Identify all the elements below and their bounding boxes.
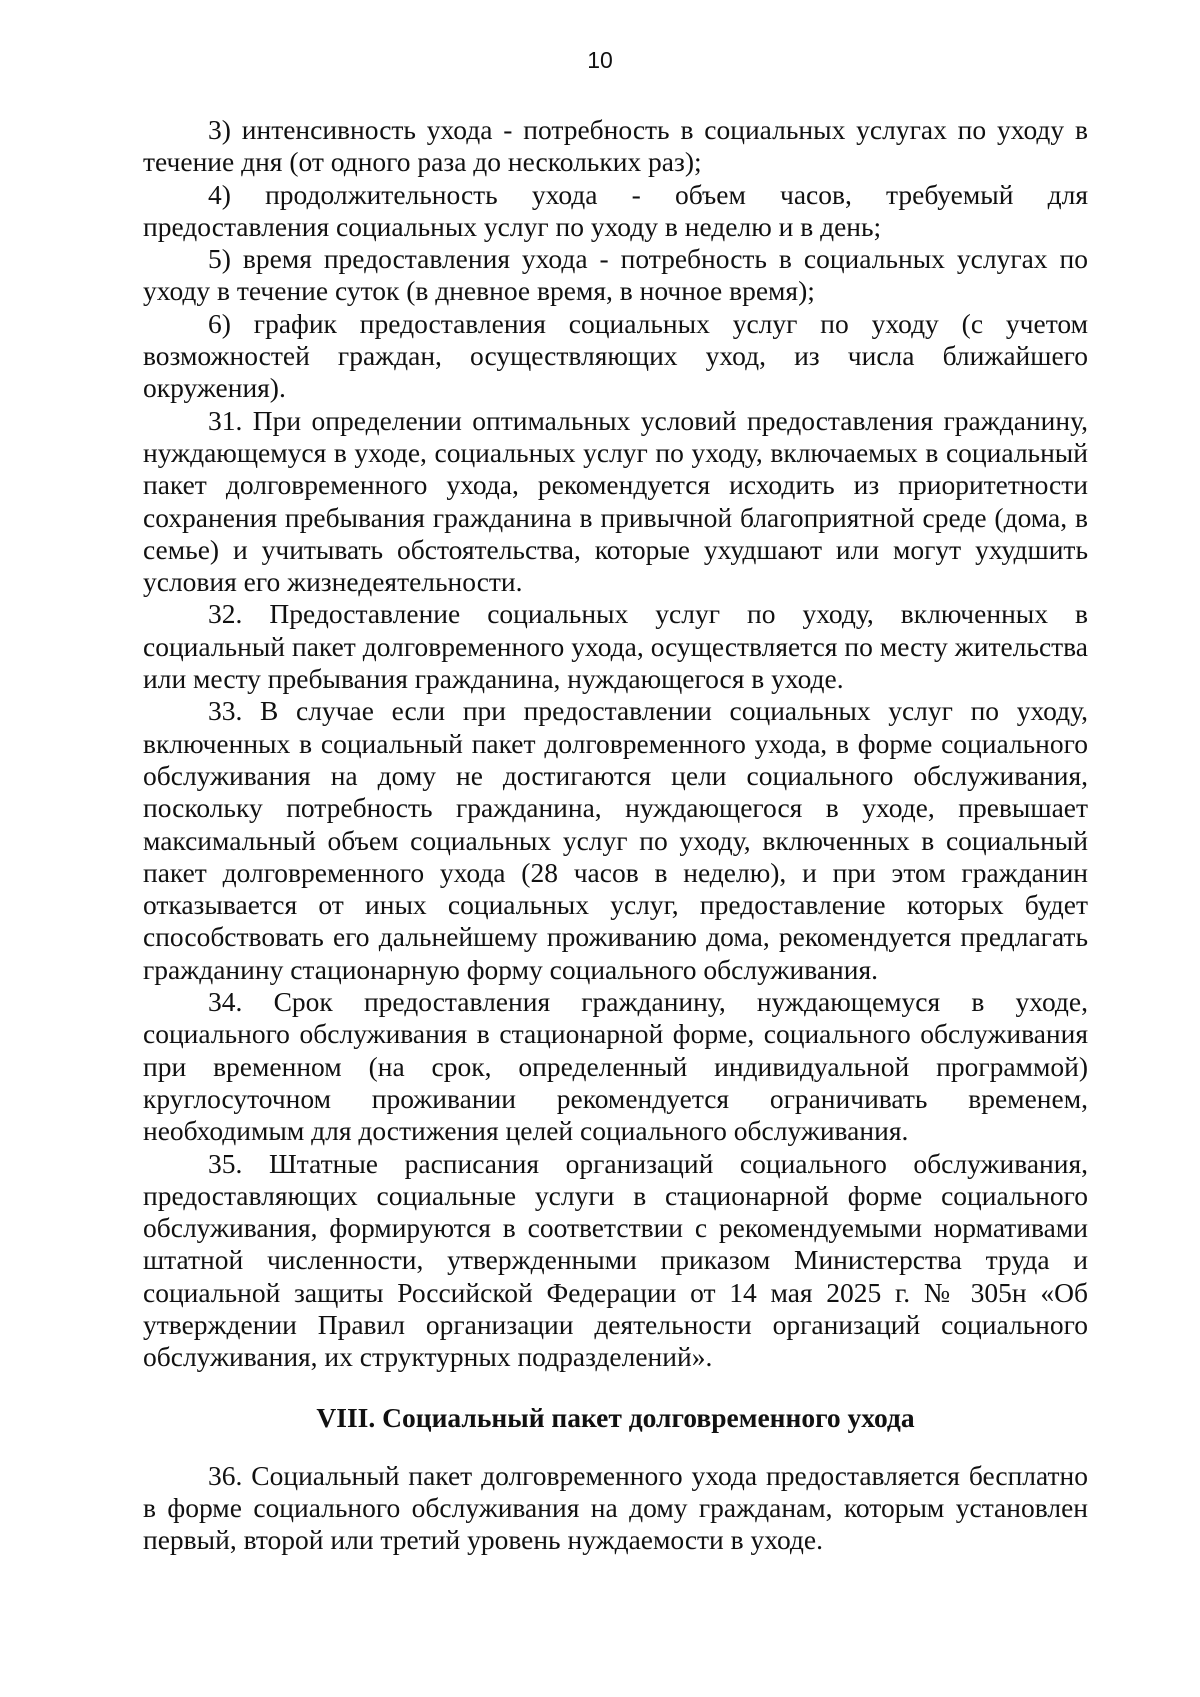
paragraph-item-5: 5) время предоставления ухода - потребность в социальных услугах по уходу в течение суток (в дневное время, в ночное время);: [143, 243, 1088, 307]
paragraph-item-4: 4) продолжительность ухода - объем часов, требуемый для предоставления социальных услуг по уходу в неделю и в день;: [143, 178, 1088, 242]
paragraph-35: 35. Штатные расписания организаций социального обслуживания, предоставляющих социальные услуги в стационарной форме социального обслуживания, формируются в соответствии с рекомендуемыми нормативами штатной численности, утвержденными приказом Министерства труда и социальной защиты Российской Федерации от 14 мая 2025 г. № 305н «Об утверждении Правил организации деятельности организаций социального обслуживания, их структурных подразделений».: [143, 1147, 1088, 1373]
paragraph-33: 33. В случае если при предоставлении социальных услуг по уходу, включенных в социальный пакет долговременного ухода, в форме социального обслуживания на дому не достигаются цели социального обслуживания, поскольку потребность гражданина, нуждающегося в уходе, превышает максимальный объем социальных услуг по уходу, включенных в социальный пакет долговременного ухода (28 часов в неделю), и при этом гражданин отказывается от иных социальных услуг, предоставление которых будет способствовать его дальнейшему проживанию дома, рекомендуется предлагать гражданину стационарную форму социального обслуживания.: [143, 695, 1088, 985]
paragraph-item-6: 6) график предоставления социальных услуг по уходу (с учетом возможностей граждан, осуществляющих уход, из числа ближайшего окружения).: [143, 307, 1088, 404]
page-number: 10: [587, 47, 613, 73]
paragraph-34: 34. Срок предоставления гражданину, нуждающемуся в уходе, социального обслуживания в стационарной форме, социального обслуживания при временном (на срок, определенный индивидуальной программой) круглосуточном проживании рекомендуется ограничивать временем, необходимым для достижения целей социального обслуживания.: [143, 986, 1088, 1147]
paragraph-32: 32. Предоставление социальных услуг по уходу, включенных в социальный пакет долговременного ухода, осуществляется по месту жительства или месту пребывания гражданина, нуждающегося в уходе.: [143, 598, 1088, 695]
paragraph-item-3: 3) интенсивность ухода - потребность в социальных услугах по уходу в течение дня (от одного раза до нескольких раз);: [143, 114, 1088, 178]
paragraph-31: 31. При определении оптимальных условий предоставления гражданину, нуждающемуся в уходе, социальных услуг по уходу, включаемых в социальный пакет долговременного ухода, рекомендуется исходить из приоритетности сохранения пребывания гражданина в привычной благоприятной среде (дома, в семье) и учитывать обстоятельства, которые ухудшают или могут ухудшить условия его жизнедеятельности.: [143, 404, 1088, 598]
document-body: [143, 114, 1088, 1557]
section-heading: VIII. Социальный пакет долговременного ухода: [316, 1401, 915, 1433]
paragraph-36: 36. Социальный пакет долговременного ухода предоставляется бесплатно в форме социального обслуживания на дому гражданам, которым установлен первый, второй или третий уровень нуждаемости в уходе.: [143, 1459, 1088, 1556]
